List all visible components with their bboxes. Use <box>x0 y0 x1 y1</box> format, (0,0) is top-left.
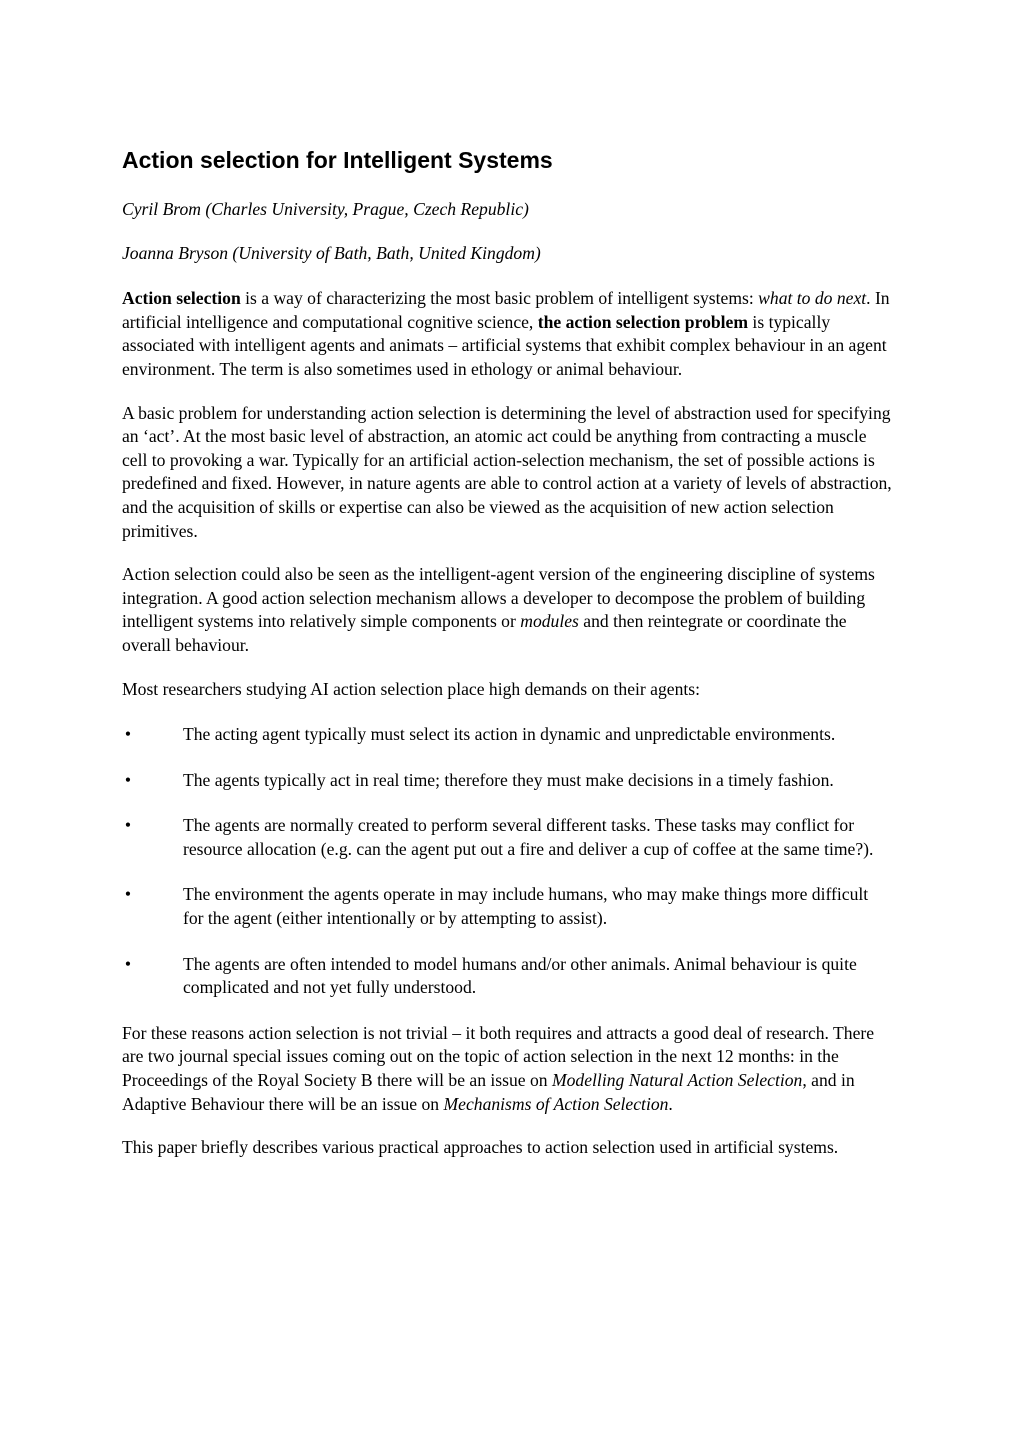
term-action-selection: Action selection <box>122 288 241 309</box>
bullet-icon: • <box>124 884 132 905</box>
bullet-icon: • <box>124 815 132 836</box>
author-line: Cyril Brom (Charles University, Prague, Czech Republic) <box>122 199 529 219</box>
list-item: • The agents typically act in real time; therefore they must make decisions in a timely fashion. <box>122 769 892 793</box>
paragraph-summary: This paper briefly describes various practical approaches to action selection used in artificial systems. <box>122 1137 839 1158</box>
list-item: • The acting agent typically must select its action in dynamic and unpredictable environments. <box>122 723 892 747</box>
paragraph-abstraction: A basic problem for understanding action selection is determining the level of abstraction used for specifying an ‘act’. At the most basic level of abstraction, an atomic act could be anything from contracting a muscle cell to provoking a war. Typically for an artificial action-selection mechanism, the set of possible actions is predefined and fixed. However, in nature agents are able to control action at a variety of levels of abstraction, and the acquisition of skills or expertise can also be viewed as the acquisition of new action selection primitives. <box>122 402 892 541</box>
term-action-selection-problem: the action selection problem <box>537 311 749 332</box>
paragraph-intro: Action selection is a way of characterizing the most basic problem of intelligent systems: what to do next. In artificial intelligence and computational cognitive science, the action selection problem is typically associated with intelligent agents and animats – artificial systems that exhibit complex behaviour in an agent environment. The term is also sometimes used in ethology or animal behaviour. <box>122 288 890 379</box>
document-page <box>122 146 892 1180</box>
paragraph-demands: Most researchers studying AI action selection place high demands on their agents: <box>122 678 700 699</box>
list-item: • The agents are often intended to model humans and/or other animals. Animal behaviour is quite complicated and not yet fully understood. <box>122 953 892 1000</box>
emphasis-journal-issue-2: Mechanisms of Action Selection <box>443 1093 669 1114</box>
list-item: • The agents are normally created to perform several different tasks. These tasks may conflict for resource allocation (e.g. can the agent put out a fire and deliver a cup of coffee at the same time?). <box>122 814 892 861</box>
demands-list <box>122 723 892 1000</box>
emphasis-modules: modules <box>520 611 579 632</box>
bullet-icon: • <box>124 724 132 745</box>
bullet-icon: • <box>124 953 132 974</box>
paper-title: Action selection for Intelligent Systems <box>122 147 553 173</box>
bullet-icon: • <box>124 769 132 790</box>
emphasis-what-to-do-next: what to do next <box>758 288 867 309</box>
list-item: • The environment the agents operate in may include humans, who may make things more difficult for the agent (either intentionally or by attempting to assist). <box>122 883 892 930</box>
paragraph-integration: Action selection could also be seen as the intelligent-agent version of the engineering discipline of systems integration. A good action selection mechanism allows a developer to decompose the problem of building intelligent systems into relatively simple components or modules and then reintegrate or coordinate the overall behaviour. <box>122 564 875 655</box>
author-line: Joanna Bryson (University of Bath, Bath, United Kingdom) <box>122 242 541 263</box>
paragraph-reasons: For these reasons action selection is not trivial – it both requires and attracts a good deal of research. There are two journal special issues coming out on the topic of action selection in the next 12 months: in the Proceedings of the Royal Society B there will be an issue on Modelling Natural Action Selection, and in Adaptive Behaviour there will be an issue on Mechanisms of Action Selection. <box>122 1022 875 1114</box>
emphasis-journal-issue-1: Modelling Natural Action Selection <box>551 1070 803 1091</box>
